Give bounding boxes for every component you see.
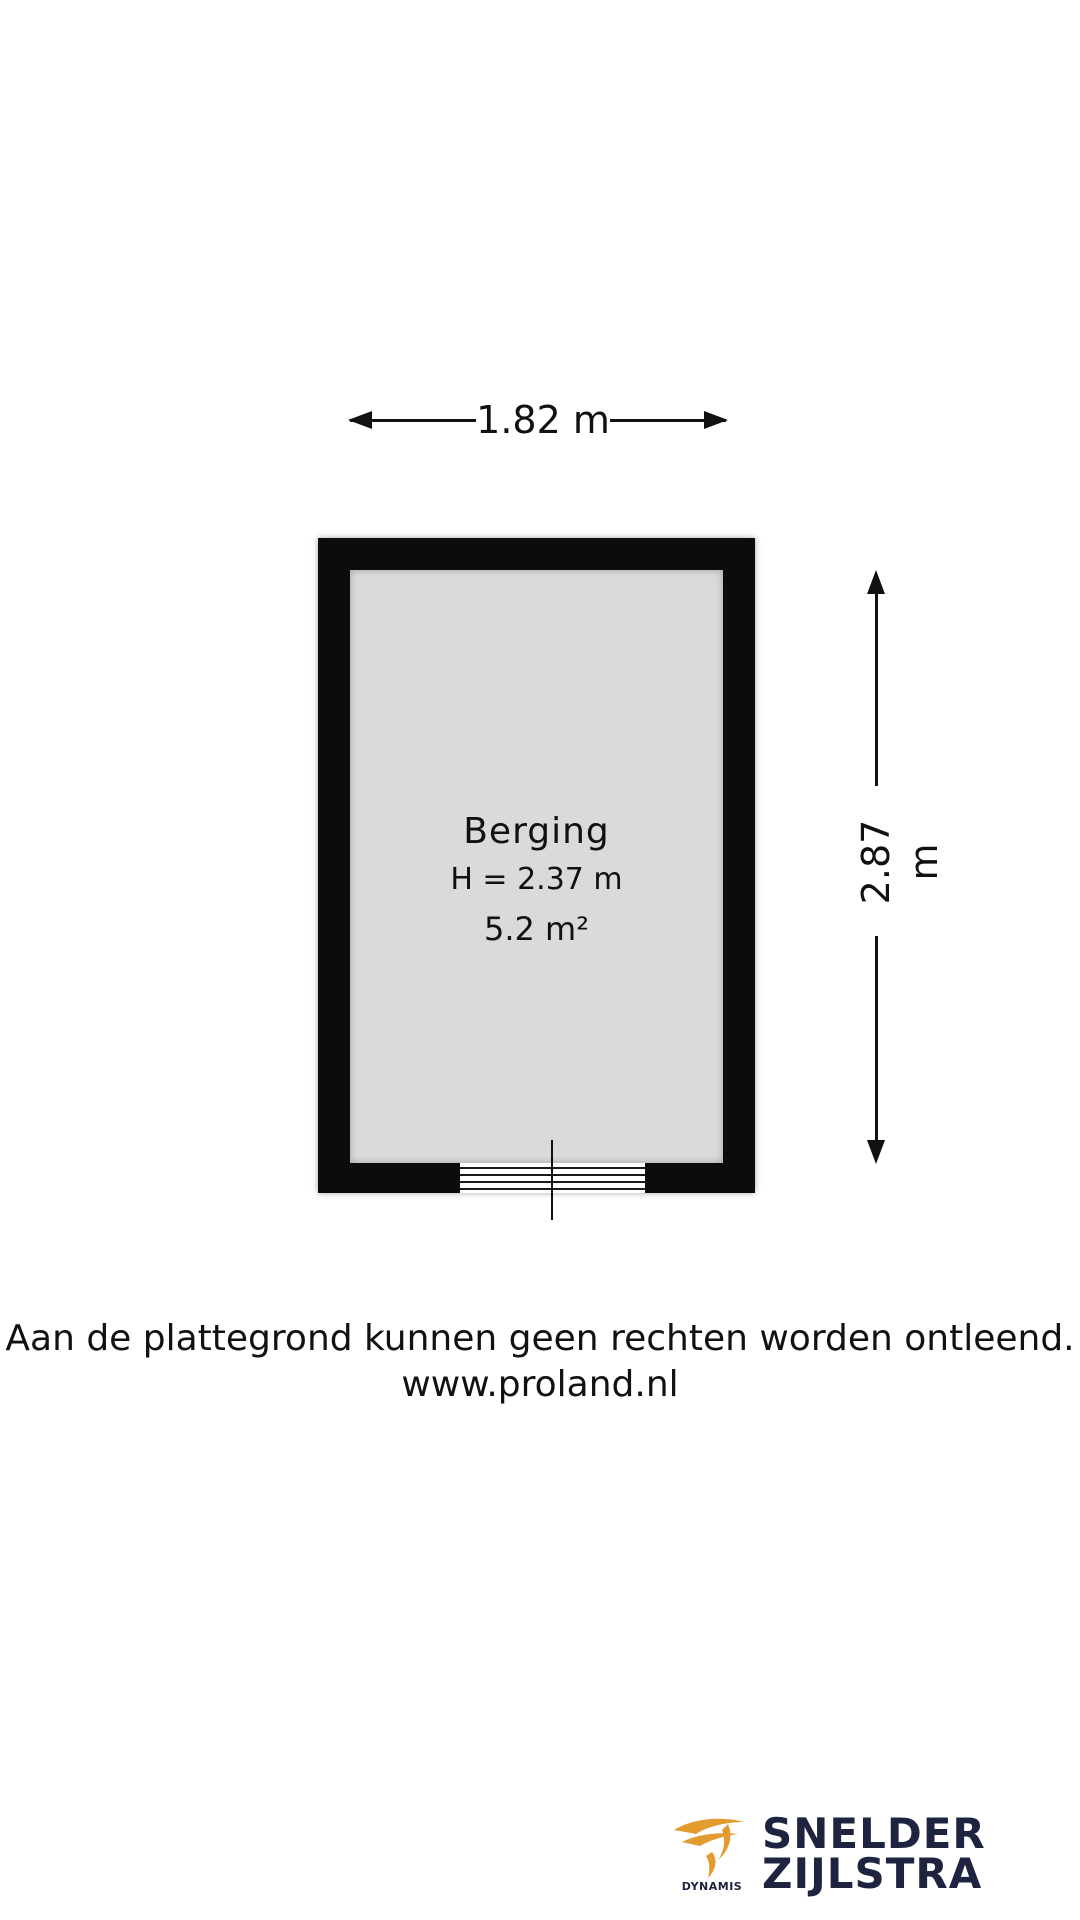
room-area: 5.2 m² [483,910,590,948]
door-center-line [551,1140,553,1220]
height-arrow-down-icon [867,1140,885,1164]
website-text: www.proland.nl [401,1364,679,1405]
disclaimer-text: Aan de plattegrond kunnen geen rechten worden ontleend. [5,1318,1075,1359]
logo-dynamis-text: DYNAMIS [681,1880,743,1893]
room-height: H = 2.37 m [450,862,623,897]
logo-word-zijlstra: ZIJLSTRA [762,1849,983,1898]
width-dimension-line-left [350,419,476,422]
width-arrow-right-icon [704,411,728,429]
width-dimension-label: 1.82 m [476,398,610,442]
logo-word-snelder: SNELDER [762,1809,986,1858]
height-dimension-line-top [875,578,878,786]
dynamis-logo-icon [668,1808,748,1882]
height-dimension-label: 2.87 m [854,819,946,905]
room-name: Berging [463,811,610,852]
height-dimension-line-bottom [875,936,878,1156]
